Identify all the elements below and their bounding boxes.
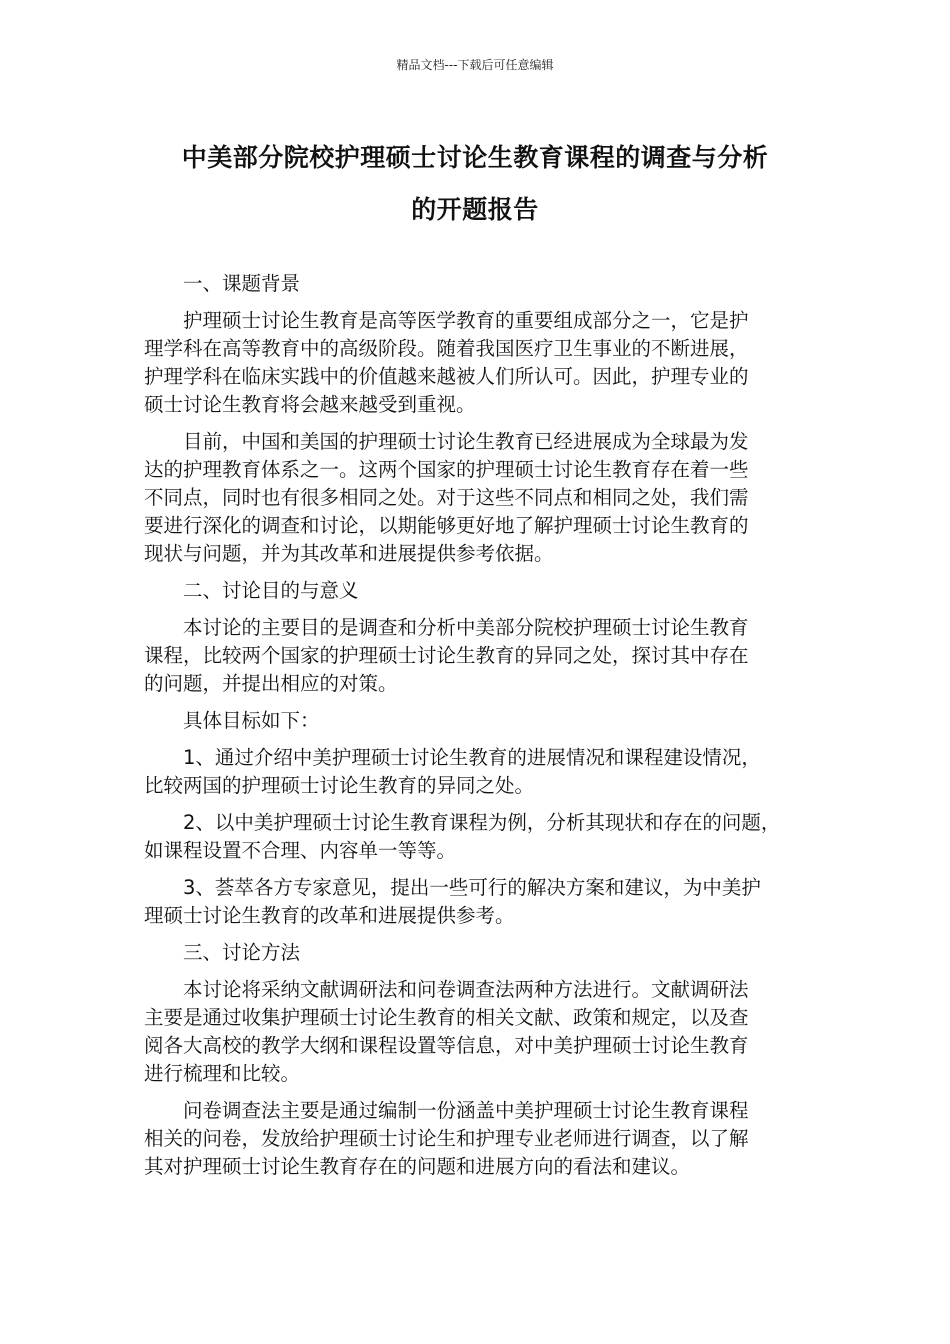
paragraph	[144, 707, 824, 735]
text-line: 不同点，同时也有很多相同之处。对于这些不同点和相同之处，我们需	[144, 486, 749, 509]
text-line: 2、以中美护理硕士讨论生教育课程为例，分析其现状和存在的问题，	[183, 811, 781, 834]
text-line: 课程，比较两个国家的护理硕士讨论生教育的异同之处，探讨其中存在	[144, 644, 749, 667]
text-line: 达的护理教育体系之一。这两个国家的护理硕士讨论生教育存在着一些	[144, 458, 749, 481]
document-title	[110, 132, 840, 236]
text-line: 具体目标如下：	[183, 709, 320, 732]
text-line: 相关的问卷，发放给护理硕士讨论生和护理专业老师进行调查，以了解	[144, 1127, 749, 1150]
title-line: 的开题报告	[411, 195, 539, 224]
text-line: 问卷调查法主要是通过编制一份涵盖中美护理硕士讨论生教育课程	[183, 1099, 749, 1122]
list-item	[144, 744, 824, 800]
paragraph	[144, 428, 824, 568]
paragraph	[144, 1097, 824, 1181]
paragraph	[144, 307, 824, 419]
text-line: 护理硕士讨论生教育是高等医学教育的重要组成部分之一，它是护	[183, 309, 749, 332]
text-line: 理学科在高等教育中的高级阶段。随着我国医疗卫生事业的不断进展，	[144, 337, 749, 360]
text-line: 的问题，并提出相应的对策。	[144, 672, 398, 695]
text-line: 理硕士讨论生教育的改革和进展提供参考。	[144, 904, 515, 927]
paragraph	[144, 976, 824, 1088]
text-line: 要进行深化的调查和讨论，以期能够更好地了解护理硕士讨论生教育的	[144, 514, 749, 537]
text-line: 本讨论的主要目的是调查和分析中美部分院校护理硕士讨论生教育	[183, 616, 749, 639]
text-line: 三、讨论方法	[183, 941, 301, 964]
section-heading	[144, 270, 824, 298]
title-line: 中美部分院校护理硕士讨论生教育课程的调查与分析	[181, 143, 769, 172]
text-line: 现状与问题，并为其改革和进展提供参考依据。	[144, 542, 554, 565]
text-line: 二、讨论目的与意义	[183, 579, 359, 602]
text-line: 3、荟萃各方专家意见，提出一些可行的解决方案和建议，为中美护	[183, 876, 761, 899]
text-line: 1、通过介绍中美护理硕士讨论生教育的进展情况和课程建设情况，	[183, 746, 761, 769]
text-line: 护理学科在临床实践中的价值越来越被人们所认可。因此，护理专业的	[144, 365, 749, 388]
paragraph	[144, 614, 824, 698]
text-line: 本讨论将采纳文献调研法和问卷调查法两种方法进行。文献调研法	[183, 978, 749, 1001]
text-line: 一、课题背景	[183, 272, 301, 295]
text-line: 比较两国的护理硕士讨论生教育的异同之处。	[144, 774, 535, 797]
section-heading	[144, 577, 824, 605]
section-heading	[144, 939, 824, 967]
page-header: 精品文档---下载后可任意编辑	[396, 58, 554, 72]
text-line: 硕士讨论生教育将会越来越受到重视。	[144, 393, 476, 416]
document-body	[144, 270, 824, 1190]
text-line: 阅各大高校的教学大纲和课程设置等信息，对中美护理硕士讨论生教育	[144, 1034, 749, 1057]
text-line: 其对护理硕士讨论生教育存在的问题和进展方向的看法和建议。	[144, 1155, 691, 1178]
text-line: 目前，中国和美国的护理硕士讨论生教育已经进展成为全球最为发	[183, 430, 749, 453]
text-line: 主要是通过收集护理硕士讨论生教育的相关文献、政策和规定，以及查	[144, 1006, 749, 1029]
text-line: 如课程设置不合理、内容单一等等。	[144, 839, 457, 862]
text-line: 进行梳理和比较。	[144, 1062, 301, 1085]
list-item	[144, 809, 824, 865]
list-item	[144, 874, 824, 930]
